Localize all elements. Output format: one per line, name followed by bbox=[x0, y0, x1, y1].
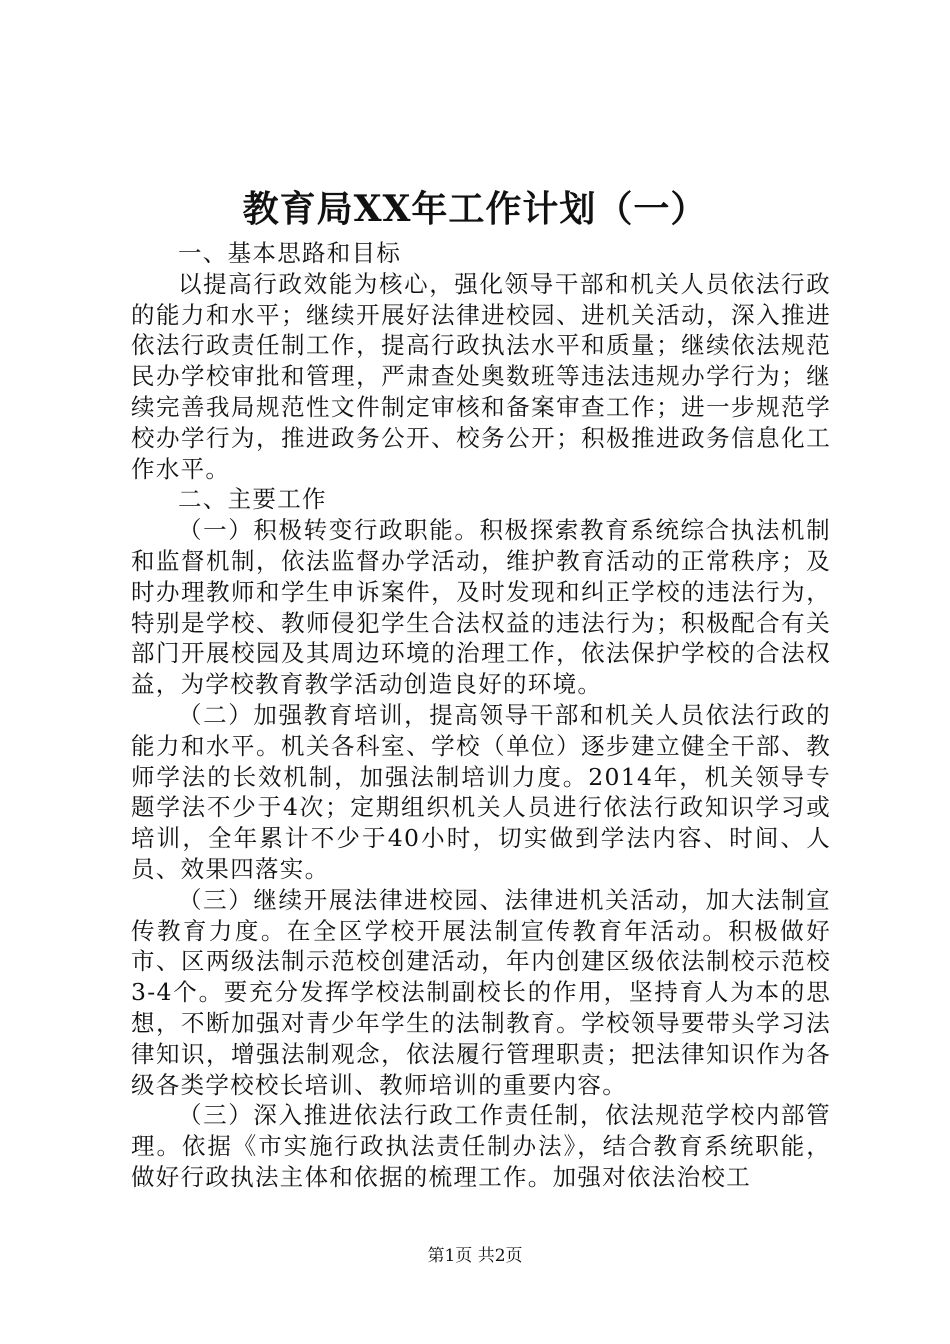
document-body bbox=[131, 238, 831, 1193]
paragraph-item-3: （三）继续开展法律进校园、法律进机关活动，加大法制宣传教育力度。在全区学校开展法制宣传教育年活动。积极做好市、区两级法制示范校创建活动，年内创建区级依法制校示范校3-4个。要充分发挥学校法制副校长的作用，坚持育人为本的思想，不断加强对青少年学生的法制教育。学校领导要带头学习法律知识，增强法制观念，依法履行管理职责；把法律知识作为各级各类学校校长培训、教师培训的重要内容。 bbox=[131, 885, 831, 1099]
paragraph-item-2: （二）加强教育培训，提高领导干部和机关人员依法行政的能力和水平。机关各科室、学校（单位）逐步建立健全干部、教师学法的长效机制，加强法制培训力度。2014年，机关领导专题学法不少于4次；定期组织机关人员进行依法行政知识学习或培训，全年累计不少于40小时，切实做到学法内容、时间、人员、效果四落实。 bbox=[131, 700, 831, 883]
page-footer: 第1页 共2页 bbox=[427, 1246, 523, 1266]
section-heading-main-work: 二、主要工作 bbox=[178, 485, 327, 514]
section-heading-basic-ideas: 一、基本思路和目标 bbox=[178, 239, 402, 267]
paragraph-item-3b: （三）深入推进依法行政工作责任制，依法规范学校内部管理。依据《市实施行政执法责任制办法》，结合教育系统职能，做好行政执法主体和依据的梳理工作。加强对依法治校工 bbox=[131, 1101, 831, 1191]
paragraph-basic-ideas: 以提高行政效能为核心，强化领导干部和机关人员依法行政的能力和水平；继续开展好法律进校园、进机关活动，深入推进依法行政责任制工作，提高行政执法水平和质量；继续依法规范民办学校审批和管理，严肃查处奥数班等违法违规办学行为；继续完善我局规范性文件制定审核和备案审查工作；进一步规范学校办学行为，推进政务公开、校务公开；积极推进政务信息化工作水平。 bbox=[131, 269, 831, 483]
paragraph-item-1: （一）积极转变行政职能。积极探索教育系统综合执法机制和监督机制，依法监督办学活动，维护教育活动的正常秩序；及时办理教师和学生申诉案件，及时发现和纠正学校的违法行为，特别是学校、教师侵犯学生合法权益的违法行为；积极配合有关部门开展校园及其周边环境的治理工作，依法保护学校的合法权益，为学校教育教学活动创造良好的环境。 bbox=[131, 516, 831, 699]
document-title: 教育局XX年工作计划（一） bbox=[242, 188, 708, 230]
